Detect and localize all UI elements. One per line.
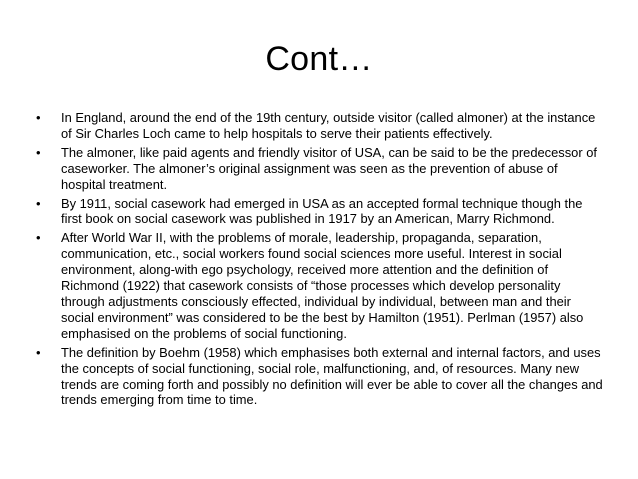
- bullet-item-boehm: [36, 345, 604, 409]
- bullet-text: By 1911, social casework had emerged in USA as an accepted formal technique though the first book on social casework was published in 1917 by an American, Marry Richmond.: [61, 195, 583, 227]
- bullet-icon: •: [36, 344, 41, 360]
- bullet-icon: •: [36, 110, 41, 125]
- slide-title: Cont…: [265, 40, 373, 78]
- bullet-list: [36, 110, 604, 411]
- bullet-item-almoner: [36, 145, 604, 193]
- bullet-text: The almoner, like paid agents and friendly visitor of USA, can be said to be the predecessor of caseworker. The almoner’s original assignment was seen as the prevention of abuse of hospital treatment.: [61, 144, 597, 192]
- bullet-text: After World War II, with the problems of morale, leadership, propaganda, separation, communication, etc., social workers found social sciences more useful. Interest in social environment, along-with ego psychology, received more attention and the definition of Richmond (1922) that casework consists of “those processes which develop personality through adjustments consciously effected, individual by individual, between man and their social environment” was considered to be the best by Hamilton (1951). Perlman (1957) also emphasised on the problems of social functioning.: [61, 230, 584, 341]
- bullet-item-england: [36, 110, 604, 142]
- bullet-item-1911: [36, 196, 604, 228]
- bullet-text: In England, around the end of the 19th century, outside visitor (called almoner) at the instance of Sir Charles Loch came to help hospitals to serve their patients effectively.: [61, 110, 596, 141]
- bullet-icon: •: [36, 195, 41, 211]
- bullet-icon: •: [36, 230, 41, 246]
- bullet-icon: •: [36, 144, 41, 160]
- bullet-item-world-war-ii: [36, 230, 604, 341]
- bullet-text: The definition by Boehm (1958) which emphasises both external and internal factors, and uses the concepts of social functioning, social role, malfunctioning, and, of resources. Many new trends are coming forth and possibly no definition will ever be able to cover all the changes and trends emerging from time to time.: [61, 344, 603, 408]
